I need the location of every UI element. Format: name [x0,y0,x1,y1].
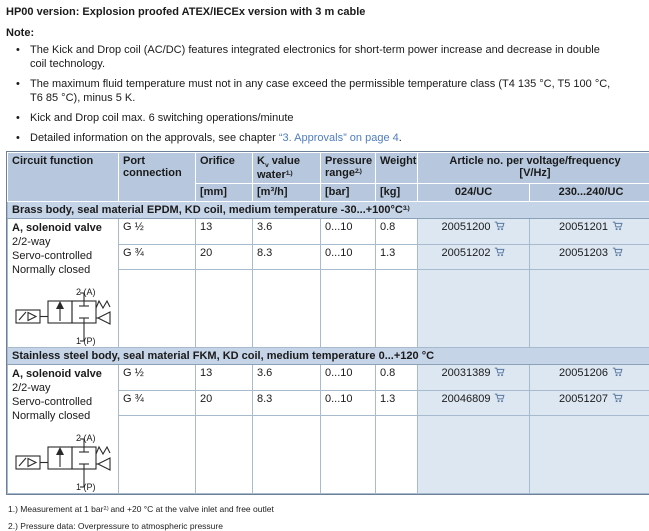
bullet-icon [16,43,30,71]
cell-weight: 1.3 [376,390,418,416]
footnote-ref: 2.) [103,506,108,512]
article-number: 20051201 [559,221,608,233]
spec-table [7,152,649,494]
col-header-orifice: Orifice [196,153,253,184]
approvals-text-post: . [399,132,402,144]
note-bullet-text: The maximum fluid temperature must not in any case exceed the permissible temperature class (T4 135 °C, T5 100 °C, T6 85 °C), minus 5 K. [30,77,615,105]
shopping-cart-icon[interactable] [494,367,505,380]
cell-pressure: 0...10 [321,244,376,270]
note-bullet-text [30,131,615,145]
cell-pressure: 0...10 [321,390,376,416]
cell-port: G ¾ [119,244,196,270]
empty-cell [321,270,376,348]
cell-port: G ½ [119,365,196,391]
port-label-top: 2 (A) [76,288,96,297]
empty-cell [376,416,418,494]
article-cell [530,219,649,245]
note-bullet [16,131,645,145]
approvals-chapter-link[interactable]: “3. Approvals” on page 4 [279,132,399,144]
shopping-cart-icon[interactable] [612,221,623,234]
section-header-brass: Brass body, seal material EPDM, KD coil, medium temperature $-30...+100^\circ C^{3.)}$ [8,202,649,219]
valve-symbol-diagram [14,289,118,345]
cell-kv: 3.6 [253,219,321,245]
unit-kv: [m³/h] [253,184,321,202]
page-title: HP00 version: Explosion proofed ATEX/IECEx version with 3 m cable [6,6,645,18]
port-label-bottom: 1 (P) [76,337,96,346]
article-cell [530,390,649,416]
col-header-weight: Weight [376,153,418,184]
valve-schematic-icon [14,289,118,345]
empty-cell [253,270,321,348]
empty-cell [196,270,253,348]
note-bullet [16,43,645,71]
empty-article-cell [418,416,530,494]
col-header-voltage-024: 024/UC [418,184,530,202]
table-row [8,219,649,245]
empty-cell [196,416,253,494]
shopping-cart-icon[interactable] [612,393,623,406]
bullet-icon [16,111,30,125]
col-header-voltage-230: 230...240/UC [530,184,649,202]
shopping-cart-icon[interactable] [612,247,623,260]
unit-orifice: [mm] [196,184,253,202]
valve-symbol-diagram [14,435,118,491]
note-bullet [16,111,645,125]
footnote-ref: 3.) [403,205,409,212]
cell-weight: 0.8 [376,219,418,245]
article-number: 20051206 [559,367,608,379]
note-label: Note: [6,27,645,39]
shopping-cart-icon[interactable] [494,393,505,406]
valve-way: 2/2-way [12,235,114,249]
empty-article-cell [530,270,649,348]
article-cell [530,365,649,391]
col-header-kv-value: $K_v$ value water$^{1.)}$ [253,153,321,184]
shopping-cart-icon[interactable] [494,247,505,260]
note-bullet [16,77,645,105]
article-cell [418,219,530,245]
valve-schematic-icon [14,435,118,491]
port-label-top: 2 (A) [76,434,96,443]
unit-pressure: [bar] [321,184,376,202]
article-cell [418,390,530,416]
footnotes [8,504,645,531]
empty-cell [376,270,418,348]
shopping-cart-icon[interactable] [494,221,505,234]
cell-pressure: 0...10 [321,219,376,245]
circuit-function-cell [8,365,119,494]
cell-pressure: 0...10 [321,365,376,391]
table-row [8,365,649,391]
article-cell [418,365,530,391]
valve-way: 2/2-way [12,381,114,395]
col-header-pressure-range: Pressure range$^{2.)}$ [321,153,376,184]
bullet-icon [16,131,30,145]
valve-control: Servo-controlled [12,249,114,263]
empty-cell [253,416,321,494]
valve-type: A, solenoid valve [12,221,114,235]
approvals-text-pre: Detailed information on the approvals, see chapter [30,132,279,144]
footnote-ref: 1.) [286,170,292,177]
circuit-function-cell [8,219,119,348]
port-label-bottom: 1 (P) [76,483,96,492]
empty-article-cell [418,270,530,348]
bullet-icon [16,77,30,105]
shopping-cart-icon[interactable] [612,367,623,380]
article-number: 20051207 [559,393,608,405]
footnote-1: 1.) Measurement at 1 bar$^{2.)}$ and +20 °C at the valve inlet and free outlet [8,504,645,514]
cell-port: G ½ [119,219,196,245]
article-number: 20051202 [442,247,491,259]
cell-port: G ¾ [119,390,196,416]
cell-kv: 8.3 [253,244,321,270]
valve-state: Normally closed [12,263,114,277]
article-number: 20046809 [442,393,491,405]
empty-article-cell [530,416,649,494]
empty-cell [119,416,196,494]
section-header-stainless: Stainless steel body, seal material FKM, KD coil, medium temperature 0...+120 °C [8,348,649,365]
note-bullet-text: Kick and Drop coil max. 6 switching operations/minute [30,111,615,125]
cell-orifice: 13 [196,365,253,391]
article-cell [418,244,530,270]
cell-kv: 3.6 [253,365,321,391]
valve-type: A, solenoid valve [12,367,114,381]
article-number: 20051200 [442,221,491,233]
cell-weight: 0.8 [376,365,418,391]
article-number: 20051203 [559,247,608,259]
col-header-port-connection: Port connection [119,153,196,202]
footnote-ref: 2.) [355,168,361,175]
valve-state: Normally closed [12,409,114,423]
empty-cell [321,416,376,494]
note-bullet-text: The Kick and Drop coil (AC/DC) features integrated electronics for short-term power increase and decrease in double coil technology. [30,43,615,71]
spec-table-wrapper [6,151,649,495]
col-header-article-no: Article no. per voltage/frequency [V/Hz] [418,153,649,184]
article-cell [530,244,649,270]
cell-orifice: 20 [196,390,253,416]
empty-cell [119,270,196,348]
cell-kv: 8.3 [253,390,321,416]
col-header-circuit-function: Circuit function [8,153,119,202]
valve-control: Servo-controlled [12,395,114,409]
cell-weight: 1.3 [376,244,418,270]
footnote-2: 2.) Pressure data: Overpressure to atmospheric pressure [8,521,645,531]
cell-orifice: 13 [196,219,253,245]
cell-orifice: 20 [196,244,253,270]
unit-weight: [kg] [376,184,418,202]
article-number: 20031389 [442,367,491,379]
